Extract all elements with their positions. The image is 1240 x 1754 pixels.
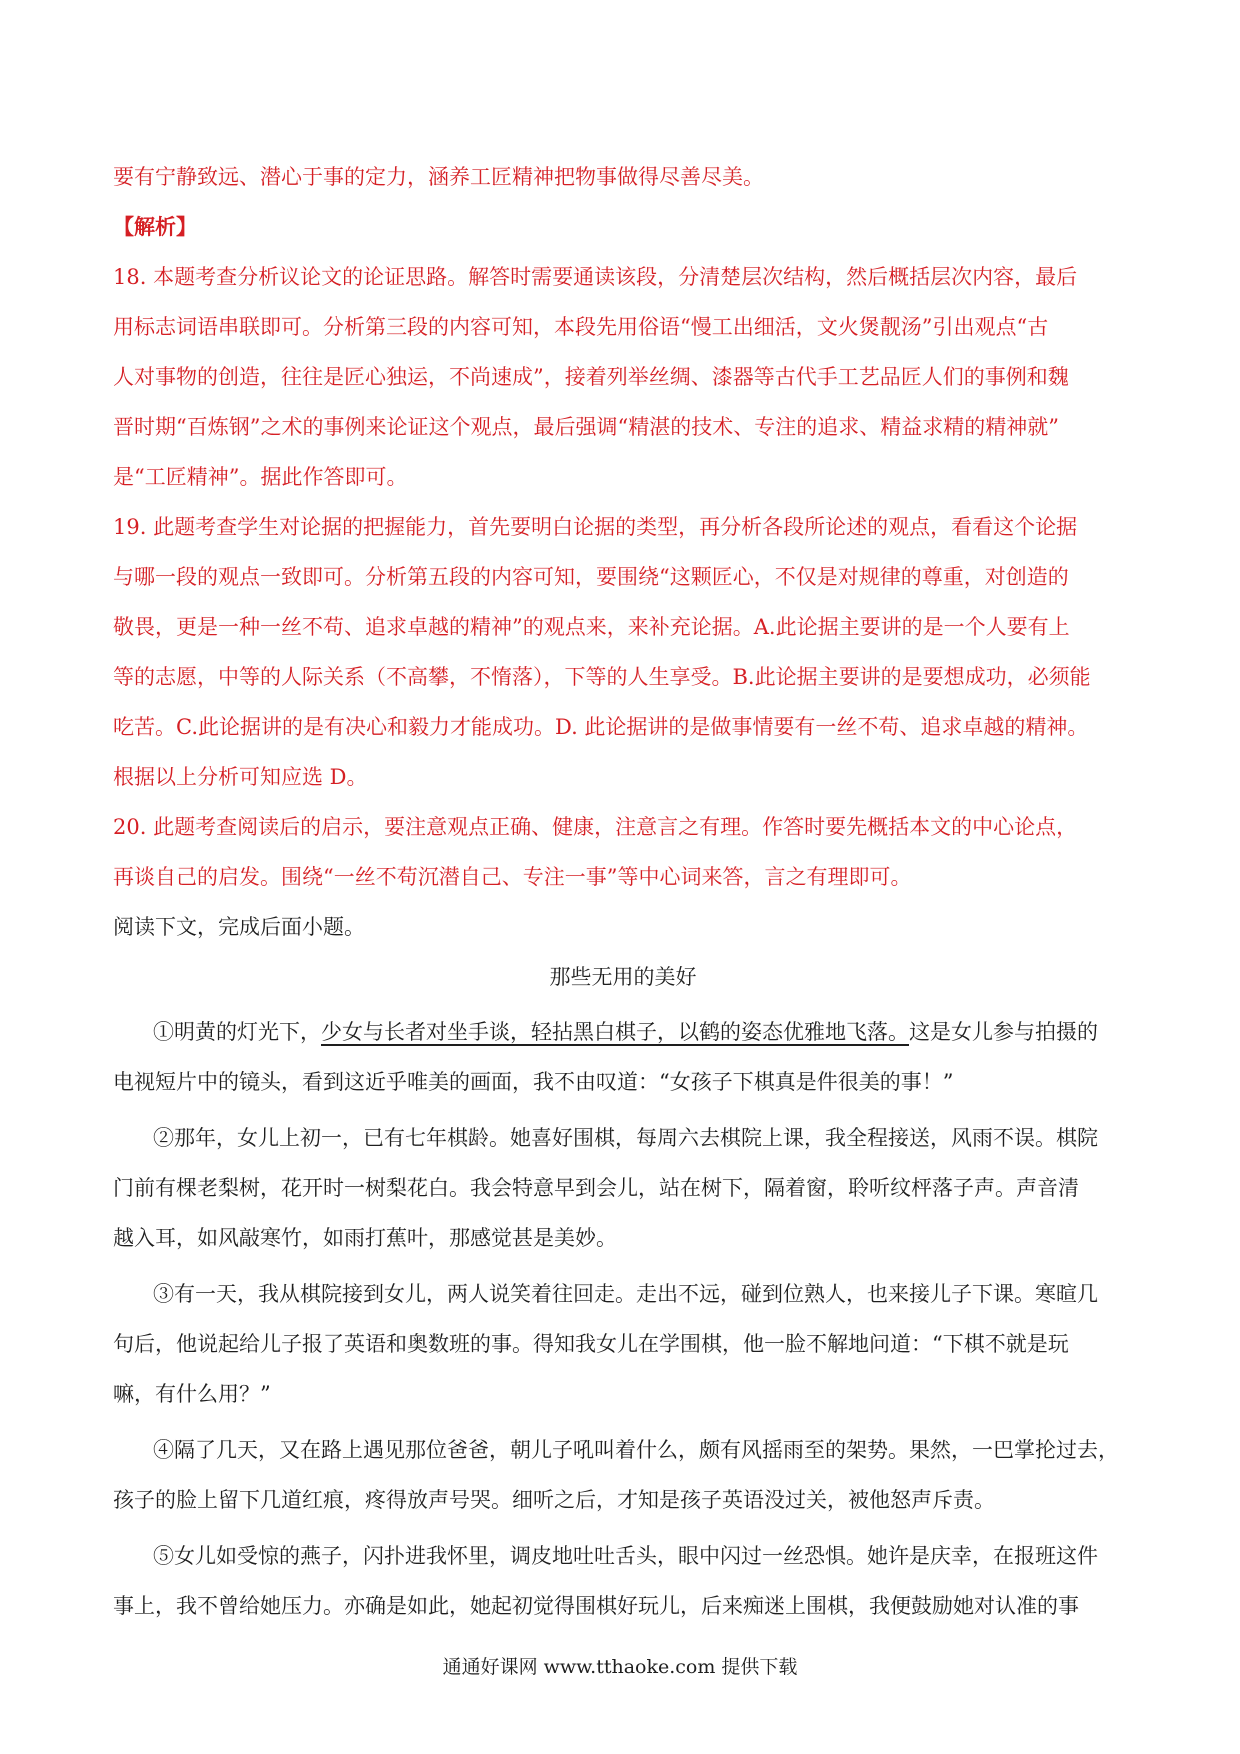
q20-analysis (113, 802, 1133, 902)
q18-line: 晋时期“百炼钢”之术的事例来论证这个观点，最后强调“精湛的技术、专注的追求、精益求精的精神就” (113, 415, 1059, 439)
q19-line: 吃苦。C.此论据讲的是有决心和毅力才能成功。D. 此论据讲的是做事情要有一丝不苟、追求卓越的精神。 (113, 715, 1089, 739)
page-footer: 通通好课网 www.tthaoke.com 提供下载 (442, 1656, 798, 1678)
p1-start: ①明黄的灯光下， (153, 1020, 321, 1044)
q19-analysis (113, 502, 1133, 802)
q18-line: 人对事物的创造，往往是匠心独运，不尚速成”，接着列举丝绸、漆器等古代手工艺品匠人们的事例和魏 (113, 365, 1069, 389)
document-page (113, 152, 1133, 1631)
article-title: 那些无用的美好 (549, 965, 697, 989)
paragraph-line: 越入耳，如风敲寒竹，如雨打蕉叶，那感觉甚是美妙。 (113, 1226, 617, 1250)
paragraph-line: 事上，我不曾给她压力。亦确是如此，她起初觉得围棋好玩儿，后来痴迷上围棋，我便鼓励她对认准的事 (113, 1594, 1079, 1618)
q19-line: 根据以上分析可知应选 D。 (113, 765, 368, 789)
paragraph-5 (113, 1531, 1133, 1631)
reading-instruction: 阅读下文，完成后面小题。 (113, 915, 365, 939)
paragraph-line: ④隔了几天，又在路上遇见那位爸爸，朝儿子吼叫着什么，颇有风摇雨至的架势。果然，一巴掌抡过去， (153, 1438, 1119, 1462)
paragraph-4 (113, 1425, 1133, 1525)
q18-line: 18. 本题考查分析议论文的论证思路。解答时需要通读该段，分清楚层次结构，然后概括层次内容，最后 (113, 265, 1078, 289)
q19-line: 与哪一段的观点一致即可。分析第五段的内容可知，要围绕“这颗匠心，不仅是对规律的尊重，对创造的 (113, 565, 1069, 589)
q18-line: 是“工匠精神”。据此作答即可。 (113, 465, 408, 489)
answer-text: 要有宁静致远、潜心于事的定力，涵养工匠精神把物事做得尽善尽美。 (113, 165, 764, 189)
q19-line: 19. 此题考查学生对论据的把握能力，首先要明白论据的类型，再分析各段所论述的观点，看看这个论据 (113, 515, 1078, 539)
paragraph-3 (113, 1269, 1133, 1419)
paragraph-line (113, 1007, 1133, 1057)
paragraph-line: ②那年，女儿上初一，已有七年棋龄。她喜好围棋，每周六去棋院上课，我全程接送，风雨不误。棋院 (153, 1126, 1098, 1150)
p1-underlined-sentence: 少女与长者对坐手谈，轻拈黑白棋子，以鹤的姿态优雅地飞落。 (321, 1020, 909, 1044)
q18-line: 用标志词语串联即可。分析第三段的内容可知，本段先用俗语“慢工出细活，文火煲靓汤”引出观点“古 (113, 315, 1049, 339)
paragraph-2 (113, 1113, 1133, 1263)
paragraph-line: 孩子的脸上留下几道红痕，疼得放声号哭。细听之后，才知是孩子英语没过关，被他怒声斥责。 (113, 1488, 995, 1512)
q20-line: 再谈自己的启发。围绕“一丝不苟沉潜自己、专注一事”等中心词来答，言之有理即可。 (113, 865, 912, 889)
p1-rest: 这是女儿参与拍摄的 (909, 1020, 1098, 1044)
q19-line: 敬畏，更是一种一丝不苟、追求卓越的精神”的观点来，来补充论据。A.此论据主要讲的是一个人要有上 (113, 615, 1070, 639)
paragraph-line: 门前有棵老梨树，花开时一树梨花白。我会特意早到会儿，站在树下，隔着窗，聆听纹枰落子声。声音清 (113, 1176, 1079, 1200)
q18-analysis (113, 252, 1133, 502)
paragraph-line: 电视短片中的镜头，看到这近乎唯美的画面，我不由叹道：“女孩子下棋真是件很美的事！” (113, 1070, 954, 1094)
paragraph-line: 嘛，有什么用？” (113, 1382, 271, 1406)
paragraph-line: 句后，他说起给儿子报了英语和奥数班的事。得知我女儿在学围棋，他一脸不解地问道：“下棋不就是玩 (113, 1332, 1069, 1356)
analysis-heading: 【解析】 (113, 214, 197, 239)
q19-line: 等的志愿，中等的人际关系（不高攀，不惰落），下等的人生享受。B.此论据主要讲的是要想成功，必须能 (113, 665, 1091, 689)
paragraph-line: ③有一天，我从棋院接到女儿，两人说笑着往回走。走出不远，碰到位熟人，也来接儿子下课。寒暄几 (153, 1282, 1098, 1306)
q20-line: 20. 此题考查阅读后的启示，要注意观点正确、健康，注意言之有理。作答时要先概括本文的中心论点， (113, 815, 1078, 839)
paragraph-1 (113, 1007, 1133, 1107)
paragraph-line: ⑤女儿如受惊的燕子，闪扑进我怀里，调皮地吐吐舌头，眼中闪过一丝恐惧。她许是庆幸，在报班这件 (153, 1544, 1098, 1568)
